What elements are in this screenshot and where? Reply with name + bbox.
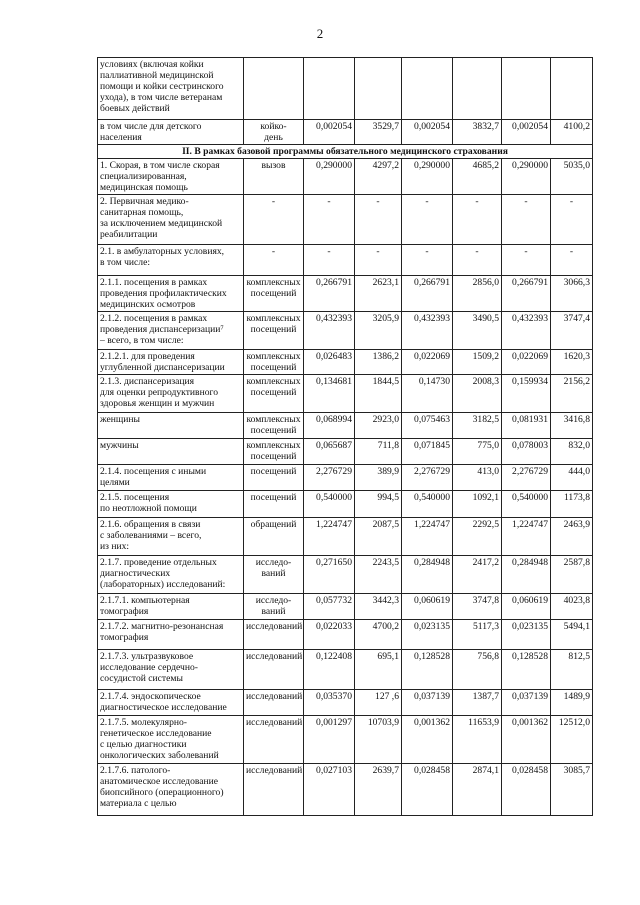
section-header-row: [98, 145, 593, 159]
row-name: [98, 276, 244, 312]
cost-norm-cell: 832,0: [551, 439, 593, 465]
row-name-text: 2.1.6. обращения в связи с заболеваниями – всего, из них:: [100, 519, 202, 552]
row-name-text: 2.1.4. посещения с иными целями: [100, 466, 207, 488]
row-name-text: 2.1.2.1. для проведения углубленной диспансеризации: [100, 351, 225, 373]
volume-norm-cell: 0,122408: [304, 650, 355, 690]
row-unit: посещений: [244, 465, 304, 491]
volume-norm-cell: 0,432393: [304, 312, 355, 350]
cost-norm-cell: 1489,9: [551, 690, 593, 716]
row-unit: обращений: [244, 518, 304, 556]
volume-norm-cell: [502, 58, 551, 120]
volume-norm-cell: 0,159934: [502, 375, 551, 413]
cost-norm-cell: 444,0: [551, 465, 593, 491]
volume-norm-cell: 0,028458: [502, 764, 551, 816]
volume-norm-cell: 0,026483: [304, 350, 355, 375]
cost-norm-cell: 994,5: [355, 491, 402, 518]
table-row: [98, 620, 593, 650]
row-name: [98, 120, 244, 145]
volume-norm-cell: 0,284948: [502, 556, 551, 594]
row-name: [98, 465, 244, 491]
row-unit: койко- день: [244, 120, 304, 145]
table-row: [98, 439, 593, 465]
cost-norm-cell: -: [355, 245, 402, 276]
row-name: [98, 620, 244, 650]
volume-norm-cell: 0,271650: [304, 556, 355, 594]
row-name: [98, 439, 244, 465]
table-row: [98, 312, 593, 350]
cost-norm-cell: 3182,5: [453, 413, 502, 439]
volume-norm-cell: 0,284948: [402, 556, 453, 594]
volume-norm-cell: 0,071845: [402, 439, 453, 465]
row-name: [98, 195, 244, 245]
cost-norm-cell: -: [551, 245, 593, 276]
cost-norm-cell: 1386,2: [355, 350, 402, 375]
row-unit: -: [244, 195, 304, 245]
section-title: II. В рамках базовой программы обязательного медицинского страхования: [98, 145, 593, 159]
volume-norm-cell: -: [304, 195, 355, 245]
cost-norm-cell: 756,8: [453, 650, 502, 690]
volume-norm-cell: 0,081931: [502, 413, 551, 439]
volume-norm-cell: 0,068994: [304, 413, 355, 439]
volume-norm-cell: 0,290000: [402, 159, 453, 195]
cost-norm-cell: 2856,0: [453, 276, 502, 312]
volume-norm-cell: 0,075463: [402, 413, 453, 439]
cost-norm-cell: 2008,3: [453, 375, 502, 413]
row-name-text: 2.1.7.6. патолого- анатомическое исследование биопсийного (операционного) материала с целью: [100, 765, 224, 809]
row-unit: комплексных посещений: [244, 312, 304, 350]
cost-norm-cell: 1620,3: [551, 350, 593, 375]
cost-norm-cell: 5035,0: [551, 159, 593, 195]
cost-norm-cell: 3416,8: [551, 413, 593, 439]
volume-norm-cell: 2,276729: [502, 465, 551, 491]
table-row: [98, 245, 593, 276]
volume-norm-cell: 0,002054: [402, 120, 453, 145]
volume-norm-cell: 0,540000: [402, 491, 453, 518]
row-name: [98, 413, 244, 439]
volume-norm-cell: 0,023135: [402, 620, 453, 650]
row-name: [98, 594, 244, 620]
row-unit: исследований: [244, 764, 304, 816]
row-name-text: 2.1.7.3. ультразвуковое исследование сердечно- сосудистой системы: [100, 651, 198, 684]
volume-norm-cell: 0,266791: [304, 276, 355, 312]
cost-norm-cell: 3066,3: [551, 276, 593, 312]
volume-norm-cell: 0,002054: [304, 120, 355, 145]
volume-norm-cell: -: [502, 245, 551, 276]
row-name: [98, 491, 244, 518]
volume-norm-cell: 0,002054: [502, 120, 551, 145]
row-name: [98, 690, 244, 716]
volume-norm-cell: 0,065687: [304, 439, 355, 465]
row-name-text: 2.1.7.4. эндоскопическое диагностическое исследование: [100, 691, 227, 713]
cost-norm-cell: -: [551, 195, 593, 245]
volume-norm-cell: 0,060619: [402, 594, 453, 620]
volume-norm-cell: 0,266791: [502, 276, 551, 312]
cost-norm-cell: 2587,8: [551, 556, 593, 594]
row-name-text: 2.1.7. проведение отдельных диагностических (лабораторных) исследований:: [100, 557, 226, 590]
row-name-text: 2.1.1. посещения в рамках проведения профилактических медицинских осмотров: [100, 277, 227, 310]
volume-norm-cell: 2,276729: [402, 465, 453, 491]
cost-norm-cell: 5494,1: [551, 620, 593, 650]
cost-norm-cell: 2623,1: [355, 276, 402, 312]
row-name: [98, 716, 244, 764]
volume-norm-cell: 0,134681: [304, 375, 355, 413]
row-name-text: 1. Скорая, в том числе скорая специализированная, медицинская помощь: [100, 160, 220, 193]
row-unit: вызов: [244, 159, 304, 195]
cost-norm-cell: 2417,2: [453, 556, 502, 594]
table-row: [98, 375, 593, 413]
table-row: [98, 594, 593, 620]
cost-norm-cell: 2243,5: [355, 556, 402, 594]
volume-norm-cell: [304, 58, 355, 120]
table-row: [98, 159, 593, 195]
table-row: [98, 716, 593, 764]
cost-norm-cell: 4700,2: [355, 620, 402, 650]
page-number: 2: [316, 26, 324, 41]
row-unit: посещений: [244, 491, 304, 518]
cost-norm-cell: 3832,7: [453, 120, 502, 145]
volume-norm-cell: 0,057732: [304, 594, 355, 620]
row-unit: исследований: [244, 650, 304, 690]
cost-norm-cell: 10703,9: [355, 716, 402, 764]
volume-norm-cell: -: [304, 245, 355, 276]
row-name-text: 2.1.7.2. магнитно-резонансная томография: [100, 621, 224, 643]
row-name-text: 2.1.5. посещения по неотложной помощи: [100, 492, 197, 514]
row-name: [98, 58, 244, 120]
cost-norm-cell: 1387,7: [453, 690, 502, 716]
volume-norm-cell: 0,028458: [402, 764, 453, 816]
volume-norm-cell: 0,290000: [502, 159, 551, 195]
table-row: [98, 690, 593, 716]
volume-norm-cell: 0,078003: [502, 439, 551, 465]
volume-norm-cell: 0,540000: [304, 491, 355, 518]
cost-norm-cell: 2874,1: [453, 764, 502, 816]
table-row: [98, 764, 593, 816]
volume-norm-cell: 0,037139: [502, 690, 551, 716]
row-name-text: 2.1. в амбулаторных условиях, в том числе:: [100, 246, 225, 268]
cost-norm-cell: 711,8: [355, 439, 402, 465]
row-name: [98, 650, 244, 690]
cost-norm-cell: [551, 58, 593, 120]
table-row: [98, 120, 593, 145]
cost-norm-cell: 2156,2: [551, 375, 593, 413]
row-unit: -: [244, 245, 304, 276]
volume-norm-cell: 0,022069: [502, 350, 551, 375]
row-unit: исследований: [244, 620, 304, 650]
cost-norm-cell: 2463,9: [551, 518, 593, 556]
row-name-text: женщины: [100, 414, 140, 425]
cost-norm-cell: 413,0: [453, 465, 502, 491]
cost-norm-cell: 2923,0: [355, 413, 402, 439]
cost-norm-cell: [453, 58, 502, 120]
row-unit: комплексных посещений: [244, 375, 304, 413]
row-name: [98, 245, 244, 276]
row-name: [98, 764, 244, 816]
cost-norm-cell: 4297,2: [355, 159, 402, 195]
cost-norm-cell: 1844,5: [355, 375, 402, 413]
table-row: [98, 276, 593, 312]
cost-norm-cell: 3085,7: [551, 764, 593, 816]
cost-norm-cell: 2292,5: [453, 518, 502, 556]
cost-norm-cell: 2087,5: [355, 518, 402, 556]
cost-norm-cell: 12512,0: [551, 716, 593, 764]
volume-norm-cell: 0,266791: [402, 276, 453, 312]
volume-norm-cell: 2,276729: [304, 465, 355, 491]
volume-norm-cell: 0,001362: [402, 716, 453, 764]
cost-norm-cell: 695,1: [355, 650, 402, 690]
row-name: [98, 556, 244, 594]
row-unit: комплексных посещений: [244, 413, 304, 439]
row-name-text: 2.1.2. посещения в рамках проведения диспансеризации⁷ – всего, в том числе:: [100, 313, 224, 346]
table-row: [98, 518, 593, 556]
cost-norm-cell: 389,9: [355, 465, 402, 491]
cost-norm-cell: 11653,9: [453, 716, 502, 764]
volume-norm-cell: 0,432393: [502, 312, 551, 350]
table-row: [98, 650, 593, 690]
table-row: [98, 413, 593, 439]
row-unit: исследований: [244, 690, 304, 716]
standards-table: [97, 57, 593, 816]
volume-norm-cell: 0,027103: [304, 764, 355, 816]
section-header-body: [98, 145, 593, 159]
cost-norm-cell: 4685,2: [453, 159, 502, 195]
cost-norm-cell: [355, 58, 402, 120]
table-row: [98, 465, 593, 491]
volume-norm-cell: 0,128528: [502, 650, 551, 690]
cost-norm-cell: 4100,2: [551, 120, 593, 145]
row-name-text: 2. Первичная медико- санитарная помощь, за исключением медицинской реабилитации: [100, 196, 223, 240]
row-name: [98, 518, 244, 556]
volume-norm-cell: [402, 58, 453, 120]
row-name-text: в том числе для детского населения: [100, 121, 202, 143]
cost-norm-cell: 1173,8: [551, 491, 593, 518]
volume-norm-cell: 1,224747: [304, 518, 355, 556]
cost-norm-cell: 3205,9: [355, 312, 402, 350]
table-row: [98, 58, 593, 120]
volume-norm-cell: 0,001297: [304, 716, 355, 764]
cost-norm-cell: 1092,1: [453, 491, 502, 518]
cost-norm-cell: 3747,8: [453, 594, 502, 620]
row-unit: исследо- ваний: [244, 594, 304, 620]
cost-norm-cell: 4023,8: [551, 594, 593, 620]
volume-norm-cell: 0,035370: [304, 690, 355, 716]
row-name: [98, 350, 244, 375]
table-row: [98, 350, 593, 375]
row-unit: комплексных посещений: [244, 439, 304, 465]
volume-norm-cell: 0,14730: [402, 375, 453, 413]
volume-norm-cell: 0,037139: [402, 690, 453, 716]
volume-norm-cell: 0,001362: [502, 716, 551, 764]
row-name: [98, 375, 244, 413]
row-name-text: мужчины: [100, 440, 139, 451]
row-name: [98, 312, 244, 350]
cost-norm-cell: 5117,3: [453, 620, 502, 650]
volume-norm-cell: 0,023135: [502, 620, 551, 650]
cost-norm-cell: 3529,7: [355, 120, 402, 145]
cost-norm-cell: 3490,5: [453, 312, 502, 350]
table-row: [98, 491, 593, 518]
volume-norm-cell: 0,432393: [402, 312, 453, 350]
volume-norm-cell: 0,540000: [502, 491, 551, 518]
volume-norm-cell: 0,128528: [402, 650, 453, 690]
row-unit: комплексных посещений: [244, 276, 304, 312]
row-unit: комплексных посещений: [244, 350, 304, 375]
row-name: [98, 159, 244, 195]
volume-norm-cell: 0,022069: [402, 350, 453, 375]
volume-norm-cell: 1,224747: [502, 518, 551, 556]
cost-norm-cell: 812,5: [551, 650, 593, 690]
cost-norm-cell: 3442,3: [355, 594, 402, 620]
volume-norm-cell: 0,022033: [304, 620, 355, 650]
volume-norm-cell: -: [402, 195, 453, 245]
row-name-text: 2.1.7.5. молекулярно- генетическое исследование с целью диагностики онкологических заболеваний: [100, 717, 219, 761]
table-body-top: [98, 58, 593, 145]
volume-norm-cell: 1,224747: [402, 518, 453, 556]
volume-norm-cell: -: [402, 245, 453, 276]
cost-norm-cell: -: [453, 195, 502, 245]
table-row: [98, 195, 593, 245]
row-name-text: условиях (включая койки паллиативной медицинской помощи и койки сестринского ухода), в том числе ветеранам боевых действий: [100, 59, 224, 114]
cost-norm-cell: 127 ,6: [355, 690, 402, 716]
cost-norm-cell: -: [355, 195, 402, 245]
table-row: [98, 556, 593, 594]
table-body-main: [98, 159, 593, 816]
row-name-text: 2.1.3. диспансеризация для оценки репродуктивного здоровья женщин и мужчин: [100, 376, 218, 409]
cost-norm-cell: 1509,2: [453, 350, 502, 375]
volume-norm-cell: -: [502, 195, 551, 245]
row-name-text: 2.1.7.1. компьютерная томография: [100, 595, 190, 617]
cost-norm-cell: -: [453, 245, 502, 276]
cost-norm-cell: 2639,7: [355, 764, 402, 816]
volume-norm-cell: 0,060619: [502, 594, 551, 620]
row-unit: [244, 58, 304, 120]
row-unit: исследований: [244, 716, 304, 764]
cost-norm-cell: 3747,4: [551, 312, 593, 350]
cost-norm-cell: 775,0: [453, 439, 502, 465]
row-unit: исследо- ваний: [244, 556, 304, 594]
volume-norm-cell: 0,290000: [304, 159, 355, 195]
